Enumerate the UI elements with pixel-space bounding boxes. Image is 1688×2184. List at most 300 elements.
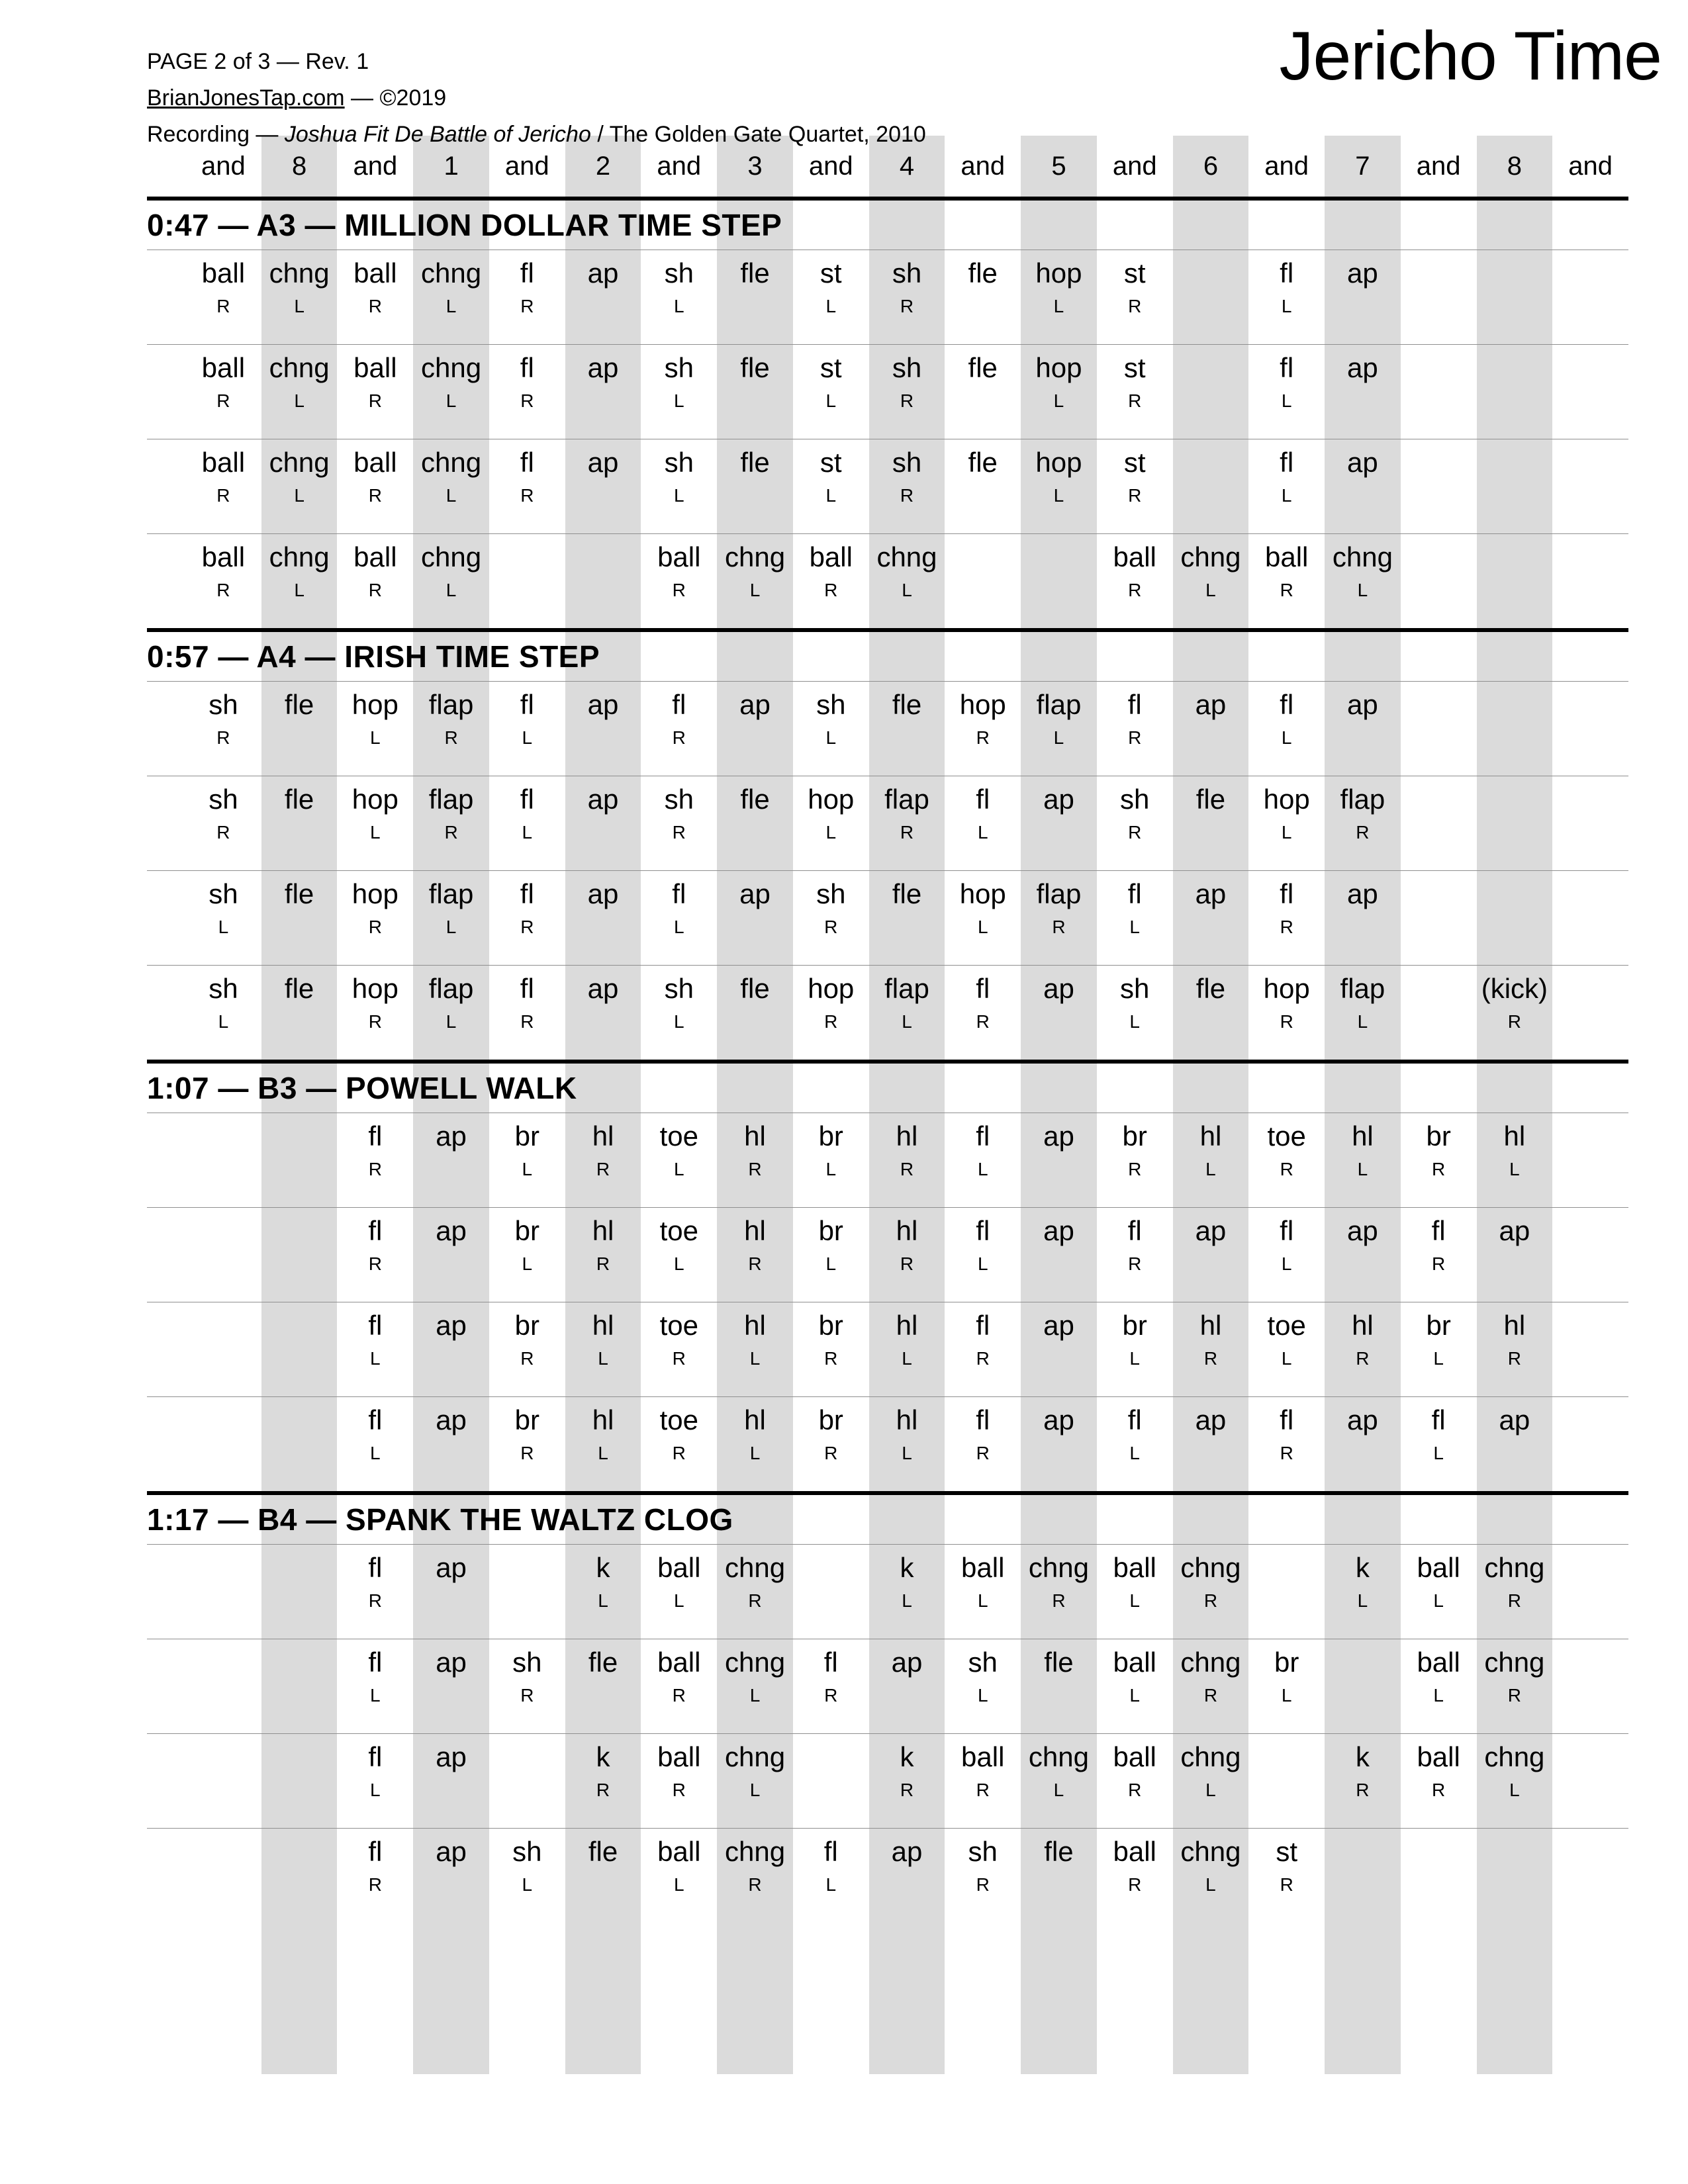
- step-cell: [1477, 1302, 1553, 1396]
- step-name: fle: [588, 1647, 618, 1678]
- beat-label: 6: [1203, 151, 1219, 181]
- step-cell: [1173, 871, 1249, 965]
- step-cell: [1173, 776, 1249, 870]
- step-cell: [337, 1734, 413, 1828]
- step-name: k: [1355, 1552, 1370, 1583]
- step-name: ap: [1347, 447, 1378, 478]
- foot-letter: R: [216, 485, 230, 506]
- step-name: ball: [353, 541, 397, 572]
- step-cell: [1021, 1113, 1097, 1207]
- step-name: fl: [976, 1404, 990, 1435]
- step-name: fl: [823, 1836, 838, 1867]
- step-name: fl: [520, 447, 534, 478]
- step-cell: [1097, 1113, 1173, 1207]
- foot-letter: R: [748, 1874, 762, 1895]
- step-cell: [945, 1397, 1021, 1491]
- step-name: br: [818, 1310, 843, 1341]
- empty-cell: [1552, 250, 1628, 344]
- step-cell: [489, 1829, 565, 1923]
- step-cell: [641, 776, 717, 870]
- step-name: chng: [1180, 541, 1241, 572]
- step-cell: [1097, 871, 1173, 965]
- step-name: hop: [1035, 352, 1082, 383]
- step-name: ap: [436, 1404, 467, 1435]
- step-cell: [641, 250, 717, 344]
- step-name: chng: [421, 257, 482, 289]
- step-cell: [1173, 1639, 1249, 1733]
- step-cell: [565, 1208, 641, 1302]
- empty-cell: [261, 1829, 338, 1923]
- foot-letter: R: [1356, 1780, 1370, 1800]
- step-cell: [337, 1829, 413, 1923]
- step-name: chng: [724, 1836, 786, 1867]
- foot-letter: L: [1281, 1348, 1292, 1369]
- step-name: ap: [891, 1647, 923, 1678]
- step-cell: [1477, 1545, 1553, 1639]
- step-cell: [793, 534, 869, 628]
- beat-label: 7: [1355, 151, 1370, 181]
- step-cell: [337, 776, 413, 870]
- step-cell: [1097, 966, 1173, 1060]
- step-row-grid: [185, 682, 1628, 776]
- step-name: ball: [657, 1647, 701, 1678]
- foot-letter: L: [370, 1443, 381, 1463]
- step-cell: [1173, 1829, 1249, 1923]
- step-name: ap: [1043, 1404, 1074, 1435]
- step-cell: [565, 250, 641, 344]
- step-cell: [793, 966, 869, 1060]
- step-name: fl: [520, 352, 534, 383]
- foot-letter: L: [1433, 1443, 1444, 1463]
- empty-cell: [1552, 682, 1628, 776]
- step-name: br: [1122, 1120, 1147, 1152]
- foot-letter: R: [368, 1253, 382, 1274]
- notation-body: [147, 197, 1628, 1923]
- step-cell: [337, 871, 413, 965]
- foot-letter: L: [370, 1348, 381, 1369]
- step-name: fl: [520, 257, 534, 289]
- site-link[interactable]: BrianJonesTap.com: [147, 85, 345, 111]
- foot-letter: R: [672, 727, 686, 748]
- empty-cell: [1248, 1734, 1325, 1828]
- foot-letter: R: [1432, 1780, 1446, 1800]
- step-row: [147, 965, 1628, 1060]
- foot-letter: L: [1433, 1685, 1444, 1706]
- step-name: fl: [1127, 1404, 1142, 1435]
- step-name: ball: [1113, 1647, 1156, 1678]
- step-name: fle: [740, 973, 770, 1004]
- foot-letter: L: [218, 917, 229, 937]
- foot-letter: R: [672, 822, 686, 842]
- foot-letter: L: [294, 580, 305, 600]
- step-cell: [1021, 1829, 1097, 1923]
- foot-letter: L: [825, 1159, 837, 1179]
- empty-cell: [1248, 1545, 1325, 1639]
- step-name: chng: [269, 352, 330, 383]
- empty-cell: [1477, 345, 1553, 439]
- step-cell: [717, 439, 793, 533]
- foot-letter: R: [520, 485, 534, 506]
- foot-letter: L: [1281, 1253, 1292, 1274]
- step-name: k: [900, 1741, 914, 1772]
- step-name: fle: [892, 878, 922, 909]
- foot-letter: L: [825, 485, 837, 506]
- foot-letter: L: [522, 822, 533, 842]
- step-name: fle: [740, 257, 770, 289]
- step-cell: [1248, 776, 1325, 870]
- step-cell: [337, 682, 413, 776]
- step-name: toe: [659, 1120, 698, 1152]
- step-name: chng: [1180, 1741, 1241, 1772]
- step-name: hop: [352, 878, 399, 909]
- step-cell: [793, 1302, 869, 1396]
- empty-cell: [1401, 250, 1477, 344]
- step-name: hop: [1035, 447, 1082, 478]
- step-name: hop: [1263, 973, 1310, 1004]
- foot-letter: L: [749, 1443, 761, 1463]
- step-name: ap: [436, 1552, 467, 1583]
- foot-letter: L: [1281, 727, 1292, 748]
- foot-letter: R: [596, 1780, 610, 1800]
- step-name: br: [818, 1404, 843, 1435]
- step-name: br: [818, 1120, 843, 1152]
- empty-cell: [185, 1545, 261, 1639]
- foot-letter: R: [216, 822, 230, 842]
- foot-letter: L: [370, 727, 381, 748]
- step-name: chng: [1484, 1741, 1545, 1772]
- empty-cell: [1401, 439, 1477, 533]
- beat-label: 1: [444, 151, 459, 181]
- step-cell: [717, 776, 793, 870]
- foot-letter: R: [1280, 580, 1293, 600]
- step-cell: [413, 1829, 489, 1923]
- step-cell: [717, 534, 793, 628]
- step-cell: [1097, 682, 1173, 776]
- step-cell: [413, 250, 489, 344]
- step-name: hl: [592, 1404, 614, 1435]
- step-name: fl: [1280, 689, 1294, 720]
- foot-letter: L: [673, 1874, 684, 1895]
- step-row: [147, 776, 1628, 870]
- step-cell: [717, 1734, 793, 1828]
- empty-cell: [1552, 1734, 1628, 1828]
- step-name: sh: [892, 257, 922, 289]
- foot-letter: L: [1509, 1159, 1520, 1179]
- step-name: ap: [1043, 784, 1074, 815]
- step-name: hop: [1035, 257, 1082, 289]
- step-name: ball: [353, 257, 397, 289]
- step-name: chng: [1028, 1552, 1089, 1583]
- foot-letter: R: [1507, 1348, 1521, 1369]
- step-cell: [1248, 439, 1325, 533]
- step-cell: [717, 966, 793, 1060]
- empty-cell: [261, 1545, 338, 1639]
- step-cell: [261, 776, 338, 870]
- step-cell: [489, 966, 565, 1060]
- step-cell: [641, 534, 717, 628]
- step-cell: [413, 1302, 489, 1396]
- step-row: [147, 681, 1628, 776]
- foot-letter: R: [976, 1348, 990, 1369]
- step-cell: [793, 1829, 869, 1923]
- step-name: hl: [896, 1215, 918, 1246]
- foot-letter: L: [445, 580, 457, 600]
- step-name: fl: [520, 784, 534, 815]
- step-cell: [489, 439, 565, 533]
- step-cell: [869, 1734, 945, 1828]
- step-name: hop: [352, 973, 399, 1004]
- step-name: ball: [1417, 1741, 1460, 1772]
- step-name: flap: [1340, 973, 1385, 1004]
- foot-letter: R: [368, 1874, 382, 1895]
- foot-letter: L: [1357, 1590, 1368, 1611]
- foot-letter: L: [522, 727, 533, 748]
- step-name: chng: [724, 541, 786, 572]
- foot-letter: L: [673, 485, 684, 506]
- step-row-grid: [185, 1829, 1628, 1923]
- step-cell: [1325, 1208, 1401, 1302]
- step-cell: [185, 871, 261, 965]
- step-name: fl: [1127, 878, 1142, 909]
- step-cell: [945, 1545, 1021, 1639]
- foot-letter: R: [1128, 1874, 1142, 1895]
- step-name: sh: [1120, 784, 1150, 815]
- step-row: [147, 1396, 1628, 1491]
- foot-letter: L: [1357, 1011, 1368, 1032]
- step-cell: [1021, 345, 1097, 439]
- foot-letter: L: [902, 1443, 912, 1463]
- step-row: [147, 1733, 1628, 1828]
- step-cell: [565, 682, 641, 776]
- foot-letter: R: [1128, 390, 1142, 411]
- empty-cell: [1552, 1113, 1628, 1207]
- step-cell: [869, 439, 945, 533]
- step-cell: [261, 966, 338, 1060]
- empty-cell: [261, 1302, 338, 1396]
- step-cell: [337, 1113, 413, 1207]
- step-name: sh: [968, 1836, 998, 1867]
- step-cell: [413, 682, 489, 776]
- foot-letter: L: [598, 1443, 608, 1463]
- step-cell: [185, 345, 261, 439]
- foot-letter: L: [902, 580, 912, 600]
- foot-letter: R: [368, 1159, 382, 1179]
- step-name: ap: [1499, 1215, 1530, 1246]
- step-name: sh: [664, 352, 694, 383]
- step-name: chng: [421, 447, 482, 478]
- step-name: flap: [428, 973, 474, 1004]
- foot-letter: R: [1128, 1780, 1142, 1800]
- step-cell: [1325, 682, 1401, 776]
- step-cell: [717, 345, 793, 439]
- step-cell: [185, 250, 261, 344]
- foot-letter: R: [444, 822, 458, 842]
- step-cell: [413, 1113, 489, 1207]
- foot-letter: R: [1128, 580, 1142, 600]
- empty-cell: [1173, 345, 1249, 439]
- step-cell: [489, 1302, 565, 1396]
- foot-letter: R: [1356, 822, 1370, 842]
- step-name: fle: [1044, 1836, 1074, 1867]
- step-cell: [413, 966, 489, 1060]
- foot-letter: R: [520, 917, 534, 937]
- section-title: 0:57 — A4 — IRISH TIME STEP: [147, 628, 1628, 681]
- step-cell: [1325, 1545, 1401, 1639]
- step-name: fl: [1280, 257, 1294, 289]
- empty-cell: [1477, 1829, 1553, 1923]
- step-name: st: [1276, 1836, 1298, 1867]
- foot-letter: L: [749, 1685, 761, 1706]
- empty-cell: [185, 1734, 261, 1828]
- empty-cell: [1477, 250, 1553, 344]
- empty-cell: [1401, 871, 1477, 965]
- step-name: fl: [368, 1404, 383, 1435]
- step-cell: [1097, 439, 1173, 533]
- step-name: chng: [1180, 1836, 1241, 1867]
- step-cell: [489, 1208, 565, 1302]
- step-cell: [1325, 871, 1401, 965]
- step-cell: [1173, 1397, 1249, 1491]
- step-name: fl: [1127, 689, 1142, 720]
- step-cell: [1325, 776, 1401, 870]
- step-name: fl: [976, 784, 990, 815]
- empty-cell: [945, 534, 1021, 628]
- step-name: fle: [968, 352, 998, 383]
- step-name: fl: [368, 1120, 383, 1152]
- step-cell: [1401, 1302, 1477, 1396]
- empty-cell: [1477, 871, 1553, 965]
- step-row-grid: [185, 1545, 1628, 1639]
- foot-letter: R: [1203, 1590, 1218, 1611]
- step-name: sh: [816, 689, 846, 720]
- empty-cell: [185, 1113, 261, 1207]
- step-row: [147, 250, 1628, 344]
- step-name: fl: [368, 1310, 383, 1341]
- step-name: hl: [1199, 1310, 1222, 1341]
- step-name: k: [596, 1552, 610, 1583]
- step-name: ap: [436, 1836, 467, 1867]
- step-name: ap: [587, 784, 619, 815]
- step-cell: [413, 345, 489, 439]
- step-row-grid: [185, 439, 1628, 533]
- step-name: ap: [1347, 257, 1378, 289]
- foot-letter: R: [1507, 1011, 1521, 1032]
- step-cell: [565, 1545, 641, 1639]
- foot-letter: L: [370, 1780, 381, 1800]
- foot-letter: R: [1356, 1348, 1370, 1369]
- step-row-grid: [185, 1113, 1628, 1207]
- step-cell: [565, 1113, 641, 1207]
- step-name: ball: [353, 352, 397, 383]
- empty-cell: [185, 1639, 261, 1733]
- foot-letter: R: [596, 1159, 610, 1179]
- step-cell: [261, 439, 338, 533]
- step-name: sh: [664, 257, 694, 289]
- empty-cell: [1477, 534, 1553, 628]
- empty-cell: [1325, 1829, 1401, 1923]
- step-cell: [413, 1734, 489, 1828]
- step-name: ball: [961, 1552, 1005, 1583]
- foot-letter: R: [900, 822, 914, 842]
- step-cell: [717, 1113, 793, 1207]
- step-name: ball: [1113, 1836, 1156, 1867]
- step-cell: [1173, 1734, 1249, 1828]
- step-name: flap: [1036, 878, 1082, 909]
- step-cell: [945, 439, 1021, 533]
- step-name: ap: [1347, 689, 1378, 720]
- step-name: toe: [659, 1404, 698, 1435]
- step-name: st: [1123, 447, 1146, 478]
- step-name: hop: [352, 689, 399, 720]
- beat-label: 8: [1507, 151, 1522, 181]
- empty-cell: [1552, 776, 1628, 870]
- step-cell: [565, 1734, 641, 1828]
- step-name: ap: [587, 257, 619, 289]
- step-name: fl: [368, 1647, 383, 1678]
- section-title: 1:07 — B3 — POWELL WALK: [147, 1060, 1628, 1113]
- foot-letter: L: [977, 822, 988, 842]
- step-name: fle: [740, 447, 770, 478]
- step-cell: [1401, 1208, 1477, 1302]
- foot-letter: L: [1281, 390, 1292, 411]
- step-name: ball: [1113, 1741, 1156, 1772]
- step-name: br: [514, 1404, 539, 1435]
- step-cell: [185, 439, 261, 533]
- foot-letter: R: [672, 1348, 686, 1369]
- step-cell: [1097, 1639, 1173, 1733]
- empty-cell: [1552, 1397, 1628, 1491]
- foot-letter: R: [216, 390, 230, 411]
- foot-letter: R: [520, 1443, 534, 1463]
- step-cell: [489, 345, 565, 439]
- step-name: toe: [1267, 1120, 1306, 1152]
- step-cell: [793, 439, 869, 533]
- step-cell: [1477, 1397, 1553, 1491]
- foot-letter: L: [1433, 1348, 1444, 1369]
- step-cell: [945, 966, 1021, 1060]
- step-name: fl: [520, 973, 534, 1004]
- empty-cell: [489, 534, 565, 628]
- step-name: hl: [592, 1310, 614, 1341]
- empty-cell: [1477, 439, 1553, 533]
- foot-letter: L: [1053, 1780, 1064, 1800]
- step-name: sh: [512, 1647, 542, 1678]
- copyright-line: [147, 80, 926, 116]
- step-name: ball: [201, 447, 246, 478]
- foot-letter: R: [1280, 1011, 1293, 1032]
- step-cell: [1097, 345, 1173, 439]
- step-cell: [1248, 534, 1325, 628]
- step-cell: [945, 345, 1021, 439]
- beat-label: 8: [291, 151, 307, 181]
- empty-cell: [1552, 1639, 1628, 1733]
- step-name: chng: [1028, 1741, 1089, 1772]
- step-name: flap: [428, 784, 474, 815]
- foot-letter: L: [445, 390, 457, 411]
- step-name: ball: [1113, 1552, 1156, 1583]
- step-cell: [641, 871, 717, 965]
- foot-letter: L: [825, 1874, 837, 1895]
- foot-letter: L: [977, 1685, 988, 1706]
- beat-header: [185, 136, 1628, 197]
- foot-letter: R: [976, 1874, 990, 1895]
- step-cell: [945, 1829, 1021, 1923]
- step-cell: [489, 776, 565, 870]
- foot-letter: L: [1281, 296, 1292, 316]
- step-name: st: [820, 257, 842, 289]
- step-cell: [1097, 1397, 1173, 1491]
- step-name: hl: [1352, 1310, 1374, 1341]
